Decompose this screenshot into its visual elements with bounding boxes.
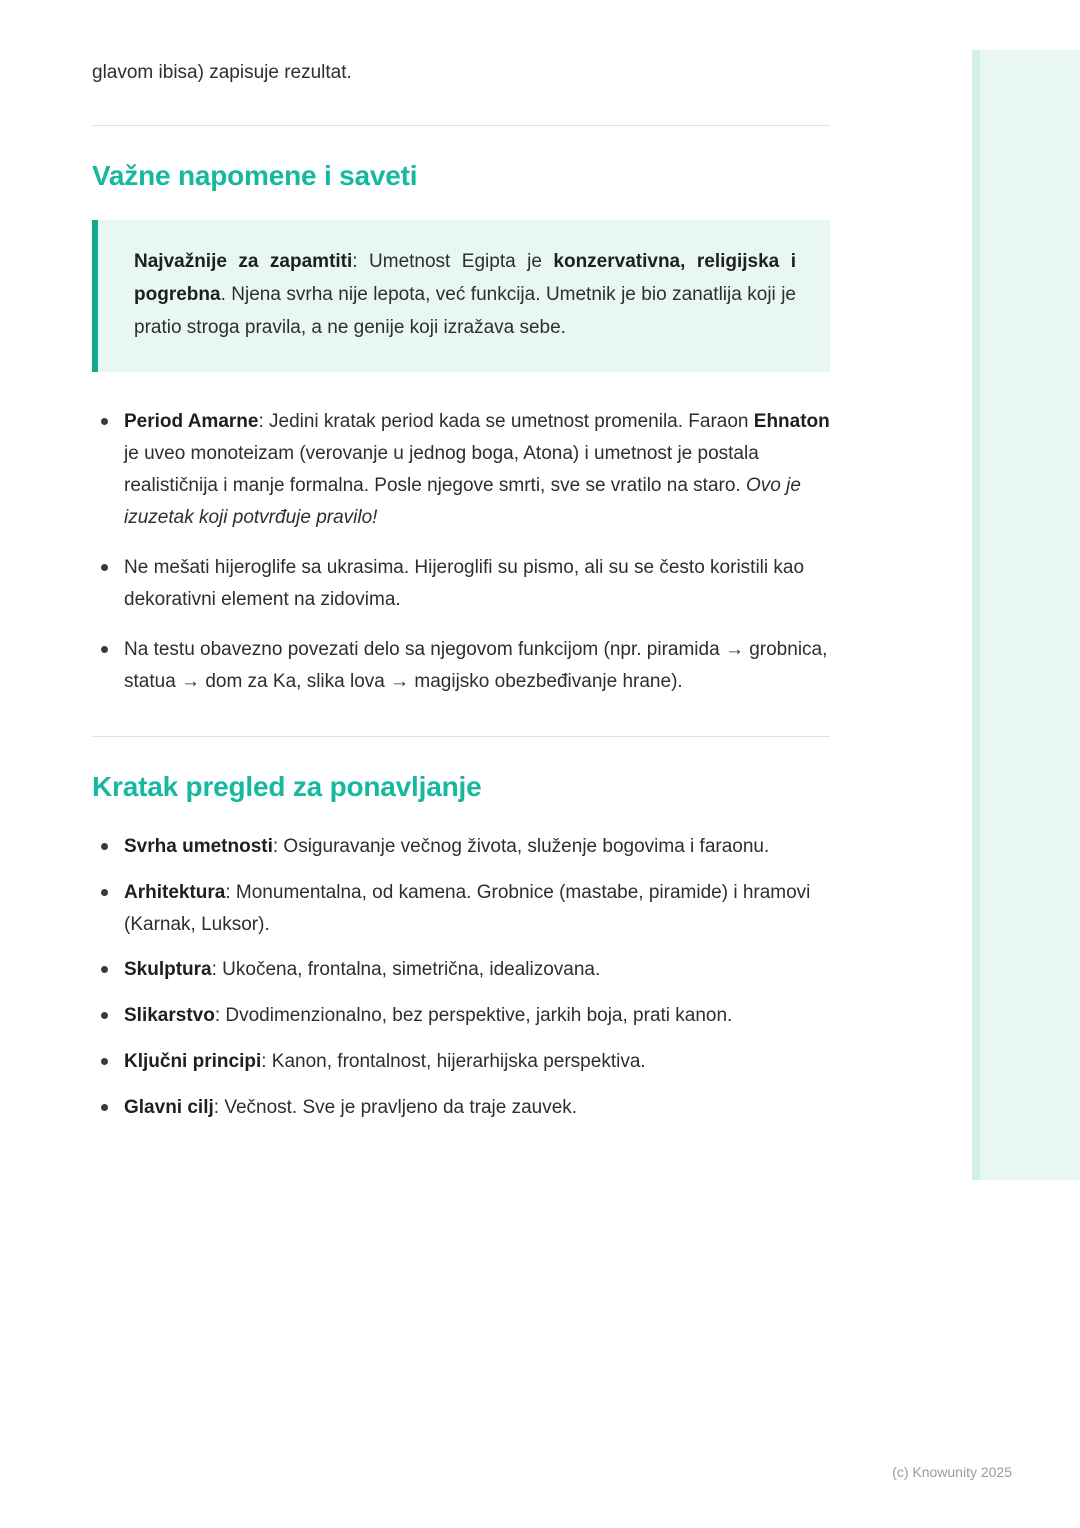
bullet-lead: Period Amarne (124, 411, 259, 433)
side-strip-panel (972, 50, 1080, 1180)
summary-text: : Dvodimenzionalno, bez perspektive, jarkih boja, prati kanon. (214, 1005, 733, 1027)
summary-lead: Ključni principi (124, 1051, 262, 1073)
summary-lead: Arhitektura (124, 881, 226, 903)
list-item (92, 406, 832, 534)
section-title-summary: Kratak pregled za ponavljanje (92, 770, 482, 802)
page-side-decoration (972, 0, 1080, 1528)
callout-bold-2: konzervativna, religijska i pogrebna (134, 251, 796, 306)
summary-text: : Monumentalna, od kamena. Grobnice (mastabe, piramide) i hramovi (Karnak, Luksor). (124, 881, 811, 935)
section-divider-bottom (92, 736, 830, 737)
list-item (92, 1092, 832, 1124)
bullet-text: : Jedini kratak period kada se umetnost promenila. Faraon (258, 411, 754, 433)
summary-text: : Ukočena, frontalna, simetrična, idealizovana. (211, 959, 601, 981)
notes-bullet-list (92, 406, 832, 697)
list-item (92, 877, 832, 941)
list-item (92, 634, 832, 698)
summary-text: : Večnost. Sve je pravljeno da traje zauvek. (213, 1097, 578, 1119)
summary-text: : Osiguravanje večnog života, služenje bogovima i faraonu. (272, 835, 770, 857)
summary-lead: Skulptura (124, 959, 212, 981)
bullet-text-2: je uveo monoteizam (verovanje u jednog boga, Atona) i umetnost je postala realističnija i manje formalna. Posle njegove smrti, sve se vratilo na staro. (124, 443, 759, 497)
bullet-bold-mid: Ehnaton (753, 411, 830, 433)
list-item (92, 1046, 832, 1078)
list-item (92, 1000, 832, 1032)
callout-box (92, 220, 830, 372)
callout-text (134, 246, 796, 344)
callout-text-3: . Njena svrha nije lepota, već funkcija. Umetnik je bio zanatlija koji je pratio stroga pravila, a ne genije koji izražava sebe. (134, 284, 796, 338)
summary-lead: Glavni cilj (124, 1097, 214, 1119)
summary-bullet-list (92, 831, 832, 1124)
section-title-notes: Važne napomene i saveti (92, 160, 418, 192)
list-item (92, 552, 832, 616)
list-item (92, 954, 832, 986)
list-item (92, 831, 832, 863)
summary-lead: Slikarstvo (124, 1005, 215, 1027)
callout-label: Najvažnije za zapamtiti (134, 251, 353, 273)
callout-text-1: : Umetnost Egipta je (352, 251, 554, 273)
bullet-text: Ne mešati hijeroglife sa ukrasima. Hijeroglifi su pismo, ali su se često koristili kao dekorativni element na zidovima. (124, 557, 805, 610)
summary-text: : Kanon, frontalnost, hijerarhijska perspektiva. (261, 1051, 646, 1073)
side-strip-accent-bar (972, 50, 980, 1180)
summary-lead: Svrha umetnosti (124, 835, 273, 857)
bullet-italic-tail: Ovo je izuzetak koji potvrđuje pravilo! (124, 475, 801, 529)
continued-paragraph: glavom ibisa) zapisuje rezultat. (92, 62, 352, 83)
copyright-footer: (c) Knowunity 2025 (892, 1464, 1012, 1480)
section-divider-top (92, 125, 830, 126)
bullet-text: Na testu obavezno povezati delo sa njegovom funkcijom (npr. piramida → grobnica, statua → dom za Ka, slika lova → magijsko obezbeđivanje hrane). (124, 638, 828, 692)
